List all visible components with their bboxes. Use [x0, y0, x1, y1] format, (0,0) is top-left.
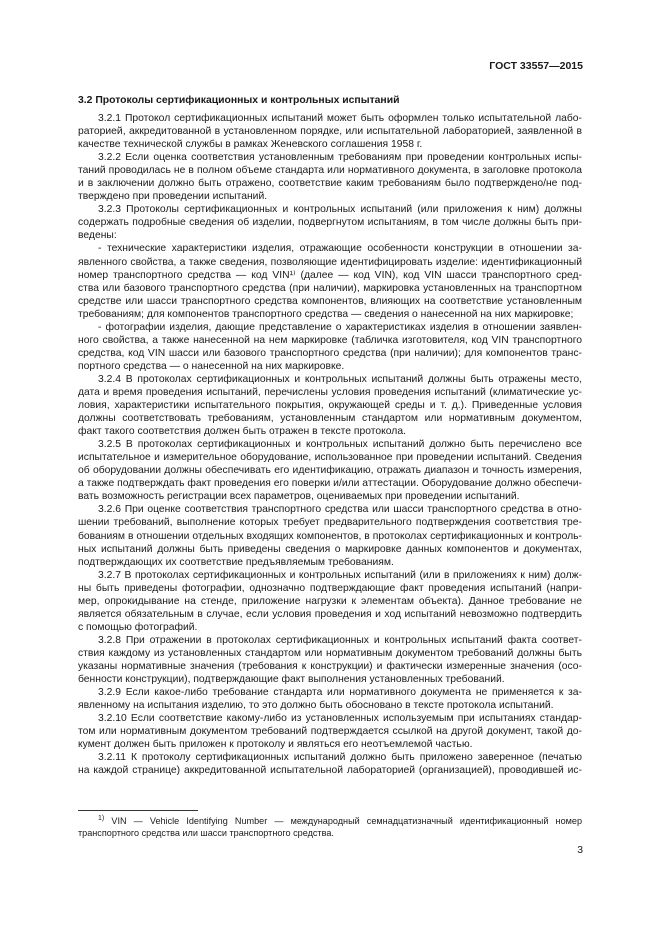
- paragraph: [78, 321, 582, 373]
- text-line: а также подтверждать факт проведения его поверки и/или аттестации. Оборудование должно обеспечи-: [78, 478, 582, 490]
- text-line: факт такого соответствия должен быть отражен в тексте протокола.: [78, 426, 406, 438]
- paragraph: [78, 503, 582, 568]
- footnote: [78, 815, 582, 839]
- text-line: кумент должен быть приложен к протоколу и являться его неотъемлемой частью.: [78, 739, 473, 751]
- footnote-marker: 1): [98, 814, 105, 822]
- text-line: испытательное и измерительное оборудование, использованное при проведении испытаний. Сведения: [78, 452, 582, 464]
- text-line: вать возможность регистрации всех параметров, оцениваемых при проведении испытаний.: [78, 491, 520, 503]
- text-line: указаны нормативные значения (требования к конструкции) и фактически измеренные значения (осо-: [78, 660, 582, 672]
- text-line: шении требований, выполнение которых требует предварительного подтверждения соответствия тре-: [78, 517, 582, 529]
- text-line: - фотографии изделия, дающие представление о характеристиках изделия в отношении заявлен-: [98, 321, 582, 333]
- text-line: ны быть приведены фотографии, однозначно подтверждающие факт проведения испытаний (напри-: [78, 582, 582, 594]
- text-line: средстве или шасси транспортного средства компонентов, влияющих на соответствие установленным: [78, 295, 582, 307]
- text-line: - технические характеристики изделия, отражающие особенности конструкции в отношении за-: [98, 243, 582, 255]
- paragraph: [78, 686, 582, 712]
- page-number: 3: [577, 845, 583, 856]
- paragraph: [78, 203, 582, 242]
- text-line: тверждено при проведении испытаний.: [78, 191, 268, 203]
- text-line: бованиям в отношении отдельных входящих компонентов, в протоколах сертификационных и контроль-: [78, 530, 582, 542]
- text-line: должны соответствовать требованиям, установленным стандартом или нормативным документом,: [78, 413, 582, 425]
- text-line: 3.2.3 Протоколы сертификационных и контрольных испытаний (или приложения к ним) должны: [98, 204, 582, 216]
- text-line: об оборудовании должны обеспечивать его идентификацию, отражать диапазон и точность измерения,: [78, 465, 582, 477]
- text-line: ного свойства, а также нанесенной на нем маркировке (табличка изготовителя, код VIN транспортного: [78, 334, 582, 346]
- section-title: 3.2 Протоколы сертификационных и контрольных испытаний: [78, 95, 400, 106]
- text-line: ствия каждому из установленных стандартом или нормативным документом требований должны быть: [78, 647, 582, 659]
- text-line: бенности конструкции), подтверждающие факт выполнения установленных требований.: [78, 674, 505, 686]
- paragraph: [78, 373, 582, 438]
- text-line: и в заключении должно быть отражено, соответствие каким требованиям было подтверждено/не под-: [78, 178, 582, 190]
- text-line: с помощью фотографий.: [78, 621, 198, 633]
- text-line: 3.2.4 В протоколах сертификационных и контрольных испытаний должны быть отражены место,: [98, 373, 582, 385]
- paragraph: [78, 634, 582, 686]
- paragraph: [78, 151, 582, 203]
- text-line: портного средства — о нанесенной на них маркировке.: [78, 360, 345, 372]
- paragraph: [78, 569, 582, 634]
- text-line: 3.2.9 Если какое-либо требование стандарта или нормативного документа не применяется к за-: [98, 687, 582, 699]
- text-line: является обязательным в случае, если условия проведения и ход испытаний невозможно подтвердить: [78, 608, 582, 620]
- paragraph: [78, 438, 582, 503]
- text-line: раторией, аккредитованной в установленном порядке, или испытательной лабораторией, заявленной в: [78, 126, 582, 138]
- text-line: ства или базового транспортного средства (при наличии), маркировка установленных на транспортном: [78, 282, 582, 294]
- text-line: 3.2.6 При оценке соответствия транспортного средства или шасси транспортного средства в отно-: [98, 504, 582, 516]
- text-line: средства, код VIN шасси или базового транспортного средства (при наличии); для компонентов транс-: [78, 347, 582, 359]
- text-line: таний проводилась не в полном объеме стандарта или нормативного документа, в заголовке протокола: [78, 165, 582, 177]
- text-line: номер транспортного средства — код VIN¹⁾ (далее — код VIN), код VIN шасси транспортного сред-: [78, 269, 582, 281]
- footnote-text-2: транспортного средства или шасси транспортного средства.: [78, 828, 334, 838]
- paragraph: [78, 242, 582, 320]
- document-body: [78, 112, 582, 777]
- text-line: качестве технической службы в рамках Женевского соглашения 1958 г.: [78, 139, 423, 151]
- text-line: явленному на испытания изделию, то это должно быть обосновано в тексте протокола испытаний.: [78, 700, 554, 712]
- text-line: 3.2.8 При отражении в протоколах сертификационных и контрольных испытаний факта соответ-: [98, 634, 582, 646]
- text-line: ведены:: [78, 230, 117, 242]
- text-line: содержать подробные сведения об изделии, подвергнутом испытаниям, в том числе должны быть при-: [78, 217, 582, 229]
- text-line: том или нормативным документом требований подтверждается ссылкой на другой документ, такой до-: [78, 726, 582, 738]
- text-line: 3.2.11 К протоколу сертификационных испытаний должно быть приложено заверенное (печатью: [98, 752, 582, 764]
- text-line: 3.2.7 В протоколах сертификационных и контрольных испытаний (или в приложениях к ним) долж-: [98, 569, 582, 581]
- text-line: 3.2.5 В протоколах сертификационных и контрольных испытаний должно быть перечислено все: [98, 439, 582, 451]
- text-line: требованиям; для компонентов транспортного средства — сведения о нанесенной на них маркировке;: [78, 308, 574, 320]
- paragraph: [78, 712, 582, 751]
- paragraph: [78, 751, 582, 777]
- text-line: мер, опрокидывание на стенде, приложение нагрузки к элементам объекта). Данное требование не: [78, 595, 582, 607]
- text-line: ловия, характеристики испытательного покрытия, окружающей среды и т. д.). Приведенные условия: [78, 400, 582, 412]
- text-line: дата и время проведения испытаний, перечислены условия проведения испытаний (климатические ус-: [78, 386, 582, 398]
- standard-header: ГОСТ 33557—2015: [489, 60, 583, 72]
- text-line: подтверждающих их соответствие предъявляемым требованиям.: [78, 556, 394, 568]
- text-line: на каждой странице) аккредитованной испытательной лабораторией (организацией), проводившей ис-: [78, 765, 582, 777]
- text-line: 3.2.1 Протокол сертификационных испытаний может быть оформлен только испытательной лабо-: [98, 113, 582, 124]
- text-line: ных испытаний должны быть приведены сведения о маркировке данных компонентов и документах,: [78, 543, 582, 555]
- paragraph: [78, 112, 582, 151]
- footnote-text-1: VIN — Vehicle Identifying Number — международный семнадцатизначный идентификационный номер: [111, 816, 583, 826]
- text-line: 3.2.10 Если соответствие какому-либо из установленных используемым при испытаниях стандар-: [98, 713, 582, 725]
- text-line: явленного свойства, а также сведения, позволяющие идентифицировать изделие: идентификационный: [78, 256, 582, 268]
- footnote-divider: [78, 810, 198, 811]
- text-line: 3.2.2 Если оценка соответствия установленным требованиям при проведении контрольных испы-: [98, 152, 582, 164]
